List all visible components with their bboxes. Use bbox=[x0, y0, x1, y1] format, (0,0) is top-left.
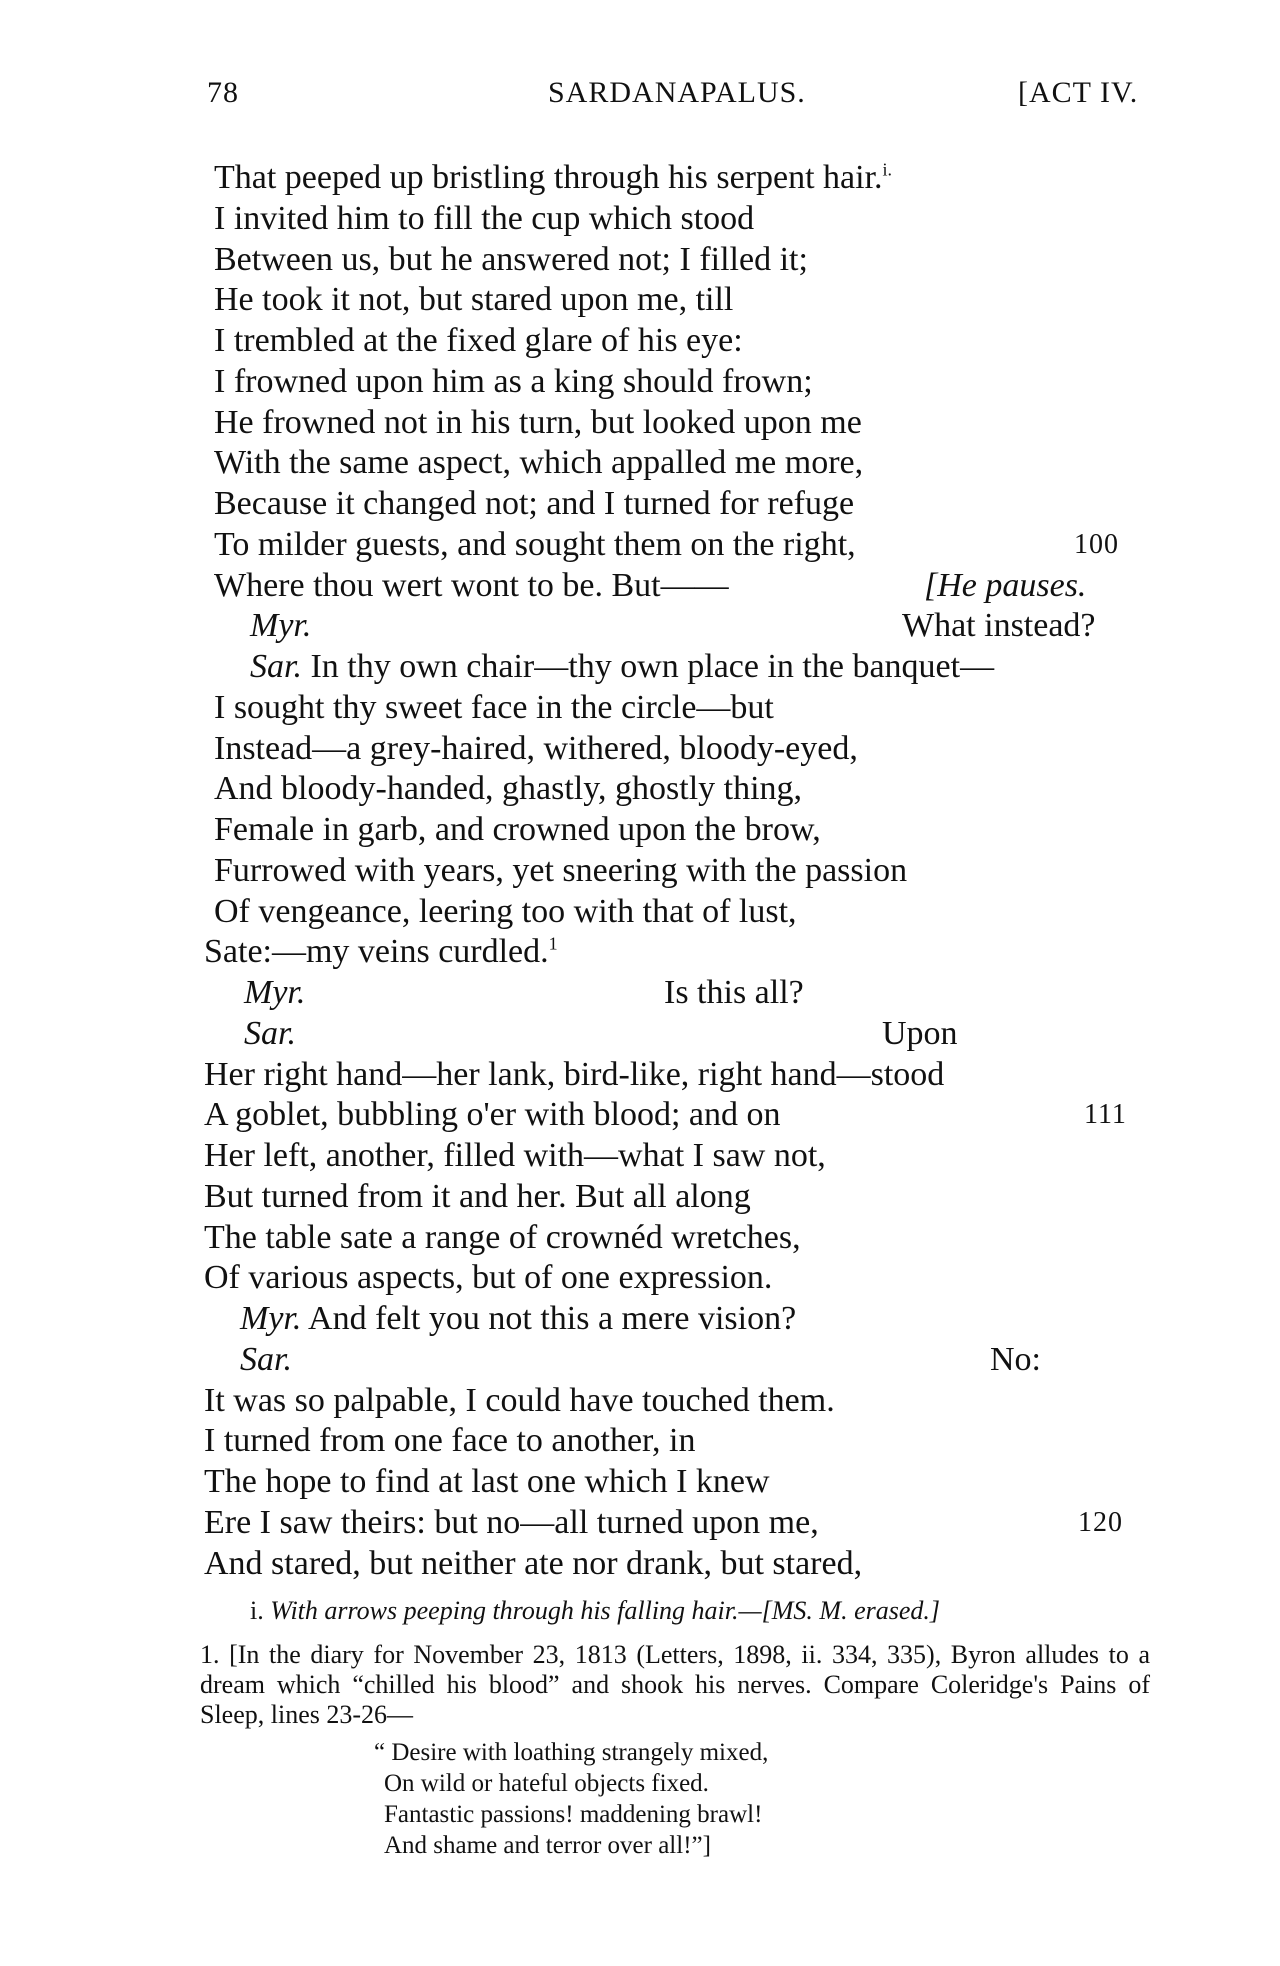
verse-line bbox=[0, 280, 1280, 321]
verse-line bbox=[0, 443, 1280, 484]
verse-text: He frowned not in his turn, but looked upon me bbox=[214, 403, 862, 441]
speaker-label: Sar. bbox=[250, 648, 302, 685]
verse-line bbox=[0, 769, 1280, 810]
footnote-ref: i. bbox=[882, 159, 893, 180]
line-number: 120 bbox=[1078, 1506, 1123, 1538]
verse-line bbox=[0, 973, 1280, 1014]
verse-text: Of various aspects, but of one expression. bbox=[204, 1259, 773, 1297]
verse-text: What instead? bbox=[902, 607, 1096, 645]
verse-text: He took it not, but stared upon me, till bbox=[214, 281, 734, 319]
verse-line bbox=[0, 525, 1280, 566]
quote-line: Fantastic passions! maddening brawl! bbox=[384, 1801, 763, 1828]
quoted-verse bbox=[374, 1737, 768, 1861]
verse-line bbox=[0, 484, 1280, 525]
speaker-label: Sar. bbox=[244, 1014, 296, 1052]
running-title: SARDANAPALUS. bbox=[548, 76, 806, 109]
verse-line bbox=[0, 566, 1280, 607]
verse-text: No: bbox=[990, 1340, 1041, 1378]
verse-text: Upon bbox=[882, 1014, 958, 1052]
verse-line bbox=[0, 158, 1280, 199]
verse-text: I sought thy sweet face in the circle—but bbox=[214, 688, 774, 726]
verse-text: I trembled at the fixed glare of his eye: bbox=[214, 322, 743, 359]
verse-line bbox=[0, 932, 1280, 973]
verse-line bbox=[0, 1503, 1280, 1544]
verse-text: And bloody-handed, ghastly, ghostly thing, bbox=[214, 770, 803, 808]
verse-line bbox=[0, 892, 1280, 933]
footnote-label: i. bbox=[250, 1596, 264, 1625]
verse-text: And stared, but neither ate nor drank, but stared, bbox=[204, 1544, 863, 1582]
verse-text: The table sate a range of crownéd wretches, bbox=[204, 1218, 801, 1256]
verse-text: But turned from it and her. But all along bbox=[204, 1177, 751, 1215]
verse-text: Her right hand—her lank, bird-like, right hand—stood bbox=[204, 1055, 945, 1093]
verse-text: I invited him to fill the cup which stood bbox=[214, 199, 755, 237]
verse-text: Her left, another, filled with—what I saw not, bbox=[204, 1137, 826, 1174]
verse-text: Is this all? bbox=[664, 974, 804, 1011]
verse-line bbox=[0, 199, 1280, 240]
line-number: 100 bbox=[1074, 528, 1119, 560]
page-number: 78 bbox=[207, 76, 239, 109]
footnote-commentary bbox=[200, 1640, 1150, 1730]
verse-text: In thy own chair—thy own place in the banquet— bbox=[310, 648, 995, 685]
verse-text: With the same aspect, which appalled me more, bbox=[214, 444, 864, 482]
stage-direction: [He pauses. bbox=[924, 566, 1087, 604]
verse-line bbox=[0, 1544, 1280, 1585]
verse-line bbox=[0, 1177, 1280, 1218]
verse-line bbox=[0, 1421, 1280, 1462]
verse-line bbox=[0, 1258, 1280, 1299]
verse-line bbox=[0, 1218, 1280, 1259]
verse-text: The hope to find at last one which I knew bbox=[204, 1463, 770, 1500]
verse-line bbox=[0, 810, 1280, 851]
verse-text: Furrowed with years, yet sneering with the passion bbox=[214, 851, 908, 889]
verse-text: I turned from one face to another, in bbox=[204, 1422, 696, 1460]
verse-block bbox=[0, 158, 1280, 1584]
verse-text: Where thou wert wont to be. But—— bbox=[214, 566, 729, 604]
verse-text: Sate:—my veins curdled. bbox=[204, 933, 549, 971]
verse-line bbox=[0, 606, 1280, 647]
verse-text: I frowned upon him as a king should frown; bbox=[214, 362, 813, 400]
footnote-ref: 1 bbox=[548, 933, 558, 954]
verse-line bbox=[0, 647, 1280, 688]
verse-line bbox=[0, 688, 1280, 729]
verse-text: And felt you not this a mere vision? bbox=[308, 1300, 797, 1337]
speaker-label: Myr. bbox=[240, 1300, 302, 1337]
footnote-text: With arrows peeping through his falling hair.—[MS. M. erased.] bbox=[270, 1596, 941, 1625]
verse-line bbox=[0, 1340, 1280, 1381]
speaker-label: Myr. bbox=[250, 607, 312, 645]
footnote-label: 1. bbox=[200, 1640, 220, 1669]
verse-line bbox=[0, 1381, 1280, 1422]
running-header bbox=[0, 76, 1280, 116]
footnote-variant bbox=[250, 1596, 940, 1626]
verse-line bbox=[0, 851, 1280, 892]
verse-text: Female in garb, and crowned upon the brow, bbox=[214, 811, 821, 848]
quote-line: And shame and terror over all!”] bbox=[384, 1832, 711, 1859]
verse-text: Between us, but he answered not; I filled it; bbox=[214, 240, 808, 278]
verse-text: A goblet, bubbling o'er with blood; and on bbox=[204, 1096, 781, 1134]
quote-line: On wild or hateful objects fixed. bbox=[384, 1770, 709, 1797]
quote-line: “ Desire with loathing strangely mixed, bbox=[374, 1739, 769, 1766]
verse-text: That peeped up bristling through his serpent hair. bbox=[214, 159, 883, 196]
verse-line bbox=[0, 403, 1280, 444]
act-label: [ACT IV. bbox=[1018, 76, 1139, 109]
verse-text: It was so palpable, I could have touched them. bbox=[204, 1381, 835, 1419]
verse-line bbox=[0, 1462, 1280, 1503]
verse-text: Instead—a grey-haired, withered, bloody-eyed, bbox=[214, 729, 858, 767]
verse-line bbox=[0, 729, 1280, 770]
verse-line bbox=[0, 1014, 1280, 1055]
verse-line bbox=[0, 321, 1280, 362]
verse-line bbox=[0, 240, 1280, 281]
verse-line bbox=[0, 362, 1280, 403]
speaker-label: Myr. bbox=[244, 974, 306, 1011]
verse-text: Because it changed not; and I turned for refuge bbox=[214, 485, 855, 522]
verse-text: To milder guests, and sought them on the right, bbox=[214, 525, 856, 563]
line-number: 111 bbox=[1084, 1099, 1127, 1131]
verse-line bbox=[0, 1055, 1280, 1096]
verse-line bbox=[0, 1095, 1280, 1136]
footnote-text: [In the diary for November 23, 1813 (Letters, 1898, ii. 334, 335), Byron alludes to a dream which “chilled his blood” and shook his nerves. Compare Coleridge's Pains of Sleep, lines 23-26— bbox=[200, 1640, 1151, 1729]
verse-text: Ere I saw theirs: but no—all turned upon me, bbox=[204, 1503, 819, 1541]
verse-line bbox=[0, 1136, 1280, 1177]
verse-text: Of vengeance, leering too with that of lust, bbox=[214, 892, 797, 930]
verse-line bbox=[0, 1299, 1280, 1340]
speaker-label: Sar. bbox=[240, 1340, 292, 1378]
